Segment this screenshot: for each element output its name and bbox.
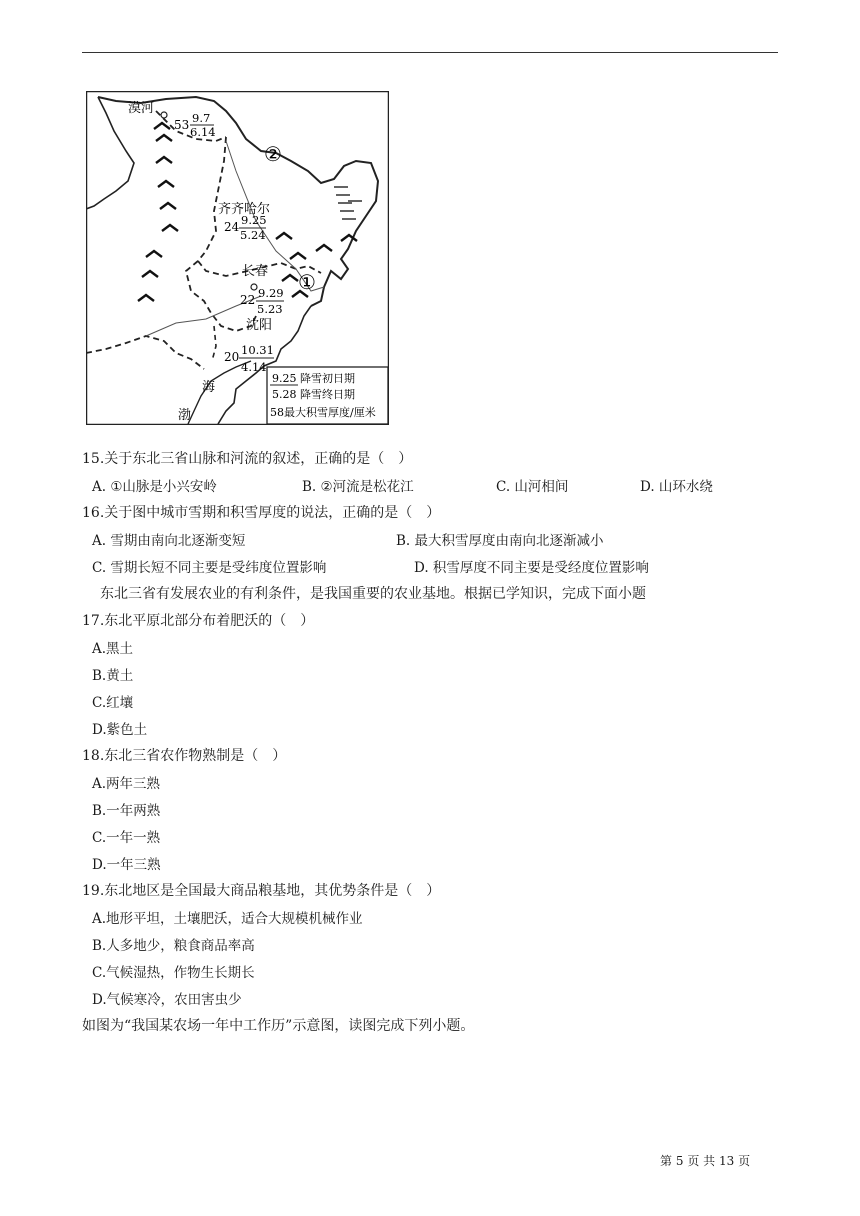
last-date-mohe: 6.14	[190, 125, 216, 139]
page-footer	[660, 1152, 750, 1169]
northeast-snow-map	[86, 91, 389, 425]
q18-option-c[interactable]: C.一年一熟	[92, 830, 161, 846]
footer-text-2: 页	[687, 1154, 700, 1168]
first-date-changchun: 9.29	[258, 286, 284, 300]
city-name-mohe: 漠河	[128, 101, 155, 116]
snow-depth-changchun: 22	[240, 293, 256, 307]
q15-option-d[interactable]: D. 山环水绕	[640, 479, 713, 495]
q17-option-b[interactable]: B.黄土	[92, 668, 134, 684]
q18-option-d[interactable]: D.一年三熟	[92, 857, 161, 873]
q18-option-a[interactable]: A.两年三熟	[92, 776, 161, 792]
map-svg	[86, 91, 389, 425]
q18-option-b[interactable]: B.一年两熟	[92, 803, 161, 819]
question-17-stem: 17.东北平原北部分布着肥沃的（ ）	[82, 613, 315, 629]
footer-page-number: 5	[675, 1154, 684, 1168]
marker-2: ②	[264, 142, 282, 166]
snow-depth-qiqihar: 24	[224, 220, 240, 234]
question-16-stem: 16.关于图中城市雪期和积雪厚度的说法，正确的是（ ）	[82, 505, 441, 521]
legend-first-label: 降雪初日期	[300, 372, 355, 385]
legend	[267, 367, 388, 424]
city-name-qiqihar: 齐齐哈尔	[218, 202, 271, 217]
section-intro-agriculture: 东北三省有发展农业的有利条件，是我国重要的农业基地。根据已学知识，完成下面小题	[100, 586, 646, 602]
q16-option-c[interactable]: C. 雪期长短不同主要是受纬度位置影响	[92, 560, 327, 576]
first-date-mohe: 9.7	[192, 111, 211, 125]
q15-option-b[interactable]: B. ②河流是松花江	[302, 479, 414, 495]
legend-sample-last: 5.28	[272, 388, 297, 401]
first-date-qiqihar: 9.25	[241, 213, 267, 227]
question-18-stem: 18.东北三省农作物熟制是（ ）	[82, 748, 287, 764]
q15-option-c[interactable]: C. 山河相间	[496, 479, 569, 495]
footer-total-pages: 13	[719, 1154, 735, 1168]
city-name-shenyang: 沈阳	[246, 318, 273, 333]
q16-option-d[interactable]: D. 积雪厚度不同主要是受经度位置影响	[414, 560, 649, 576]
city-dot-changchun	[251, 284, 257, 290]
city-dot-mohe	[161, 112, 167, 118]
q15-option-a[interactable]: A. ①山脉是小兴安岭	[92, 479, 217, 495]
question-15-stem: 15.关于东北三省山脉和河流的叙述，正确的是（ ）	[82, 451, 413, 467]
legend-last-label: 降雪终日期	[300, 388, 355, 401]
marker-1: ①	[298, 270, 316, 294]
q19-option-b[interactable]: B.人多地少，粮食商品率高	[92, 938, 255, 954]
q16-option-a[interactable]: A. 雪期由南向北逐渐变短	[92, 533, 246, 549]
legend-sample-num: 58	[270, 406, 284, 419]
q17-option-c[interactable]: C.红壤	[92, 695, 134, 711]
question-19-stem: 19.东北地区是全国最大商品粮基地，其优势条件是（ ）	[82, 883, 441, 899]
last-date-shenyang: 4.14	[241, 360, 267, 374]
q17-option-a[interactable]: A.黑土	[92, 641, 134, 657]
q19-option-d[interactable]: D.气候寒冷，农田害虫少	[92, 992, 242, 1008]
last-date-changchun: 5.23	[257, 302, 283, 316]
sea-label-hai: 海	[202, 380, 216, 395]
footer-text-4: 页	[738, 1154, 751, 1168]
section-intro-farm-calendar: 如图为“我国某农场一年中工作历”示意图，读图完成下列小题。	[82, 1018, 475, 1034]
q17-option-d[interactable]: D.紫色土	[92, 722, 148, 738]
snow-depth-shenyang: 20	[224, 350, 240, 364]
legend-sample-first: 9.25	[272, 372, 297, 385]
snow-depth-mohe: 53	[174, 118, 190, 132]
first-date-shenyang: 10.31	[241, 343, 274, 357]
footer-text-1: 第	[660, 1154, 673, 1168]
sea-label-bo: 渤	[178, 408, 192, 423]
header-rule	[82, 52, 778, 53]
city-name-changchun: 长春	[242, 264, 269, 279]
last-date-qiqihar: 5.24	[240, 228, 266, 242]
q16-option-b[interactable]: B. 最大积雪厚度由南向北逐渐减小	[396, 533, 604, 549]
legend-num-label: 最大积雪厚度/厘米	[284, 406, 376, 419]
q19-option-a[interactable]: A.地形平坦，土壤肥沃，适合大规模机械作业	[92, 911, 363, 927]
q19-option-c[interactable]: C.气候湿热，作物生长期长	[92, 965, 255, 981]
footer-text-3: 共	[703, 1154, 716, 1168]
